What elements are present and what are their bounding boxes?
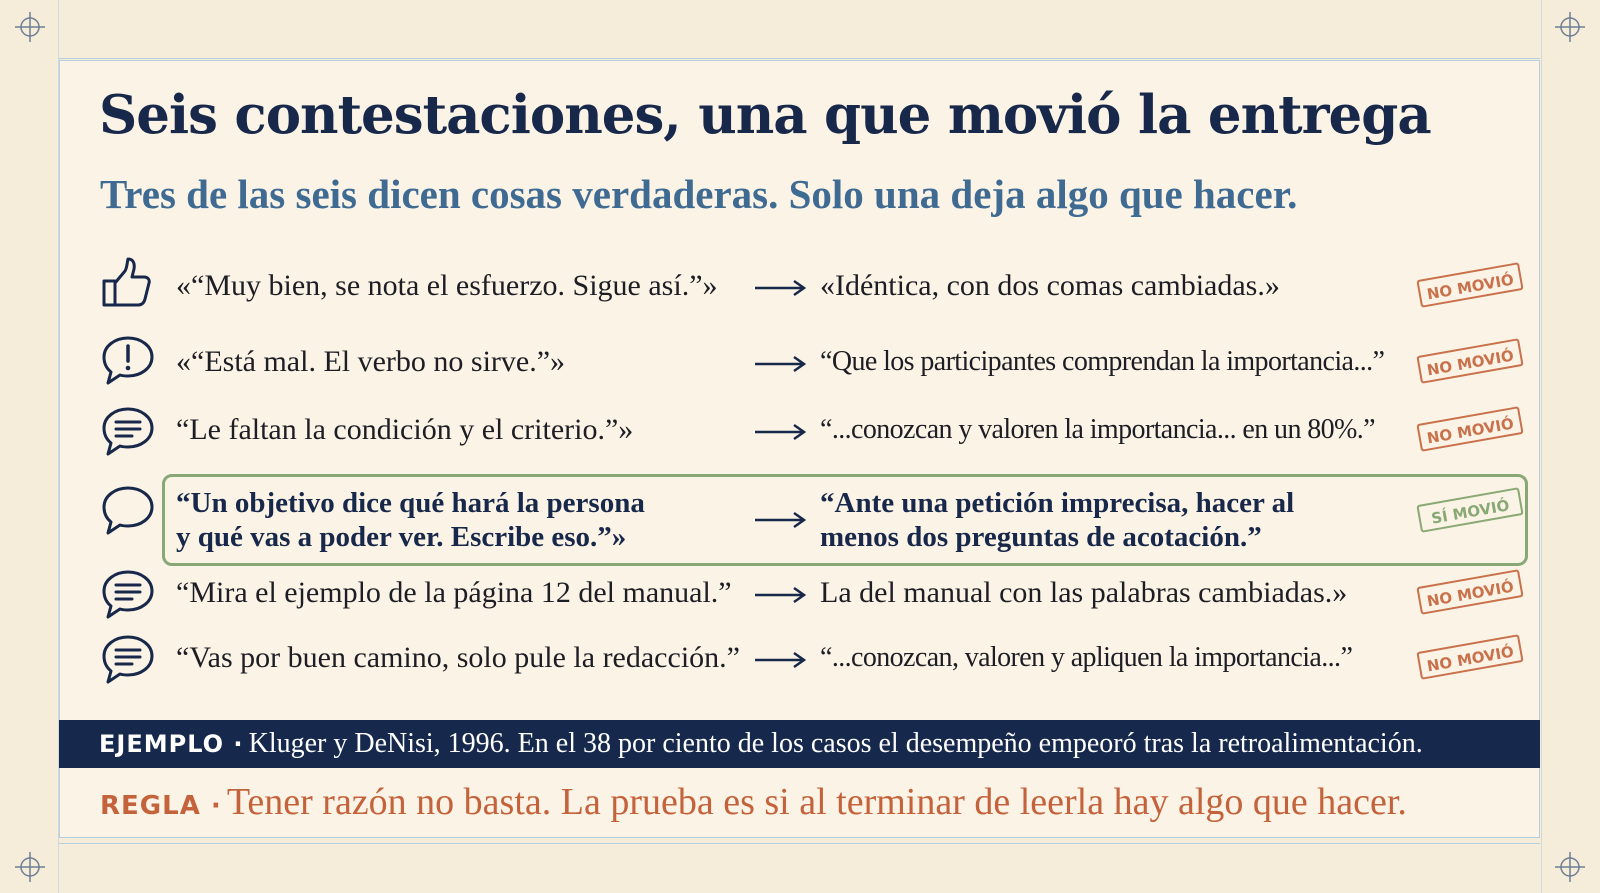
stamp-no-movio: NO MOVIÓ bbox=[1416, 406, 1523, 452]
arrow-icon bbox=[754, 651, 806, 669]
rule-label: REGLA · bbox=[100, 791, 222, 821]
example-band bbox=[59, 720, 1540, 768]
registration-mark-top-right-icon bbox=[1555, 12, 1585, 42]
registration-mark-bottom-left-icon bbox=[15, 852, 45, 882]
feedback-said: «“Está mal. El verbo no sirve.”» bbox=[176, 345, 566, 378]
arrow-icon bbox=[754, 279, 806, 297]
feedback-said: “Le faltan la condición y el criterio.”» bbox=[176, 413, 634, 446]
exclamation-bubble-icon bbox=[100, 333, 156, 389]
registration-mark-top-left-icon bbox=[15, 12, 45, 42]
page-subtitle: Tres de las seis dicen cosas verdaderas. Solo una deja algo que hacer. bbox=[100, 171, 1298, 217]
example-label: EJEMPLO · bbox=[99, 730, 244, 758]
feedback-said: “Mira el ejemplo de la página 12 del manual.” bbox=[176, 576, 732, 609]
arrow-icon bbox=[754, 511, 806, 529]
speech-lines-icon bbox=[100, 403, 156, 459]
guide-bottom bbox=[59, 843, 1540, 844]
rule-line bbox=[100, 780, 1407, 824]
stamp-no-movio: NO MOVIÓ bbox=[1416, 338, 1523, 384]
feedback-said: «“Muy bien, se nota el esfuerzo. Sigue así.”» bbox=[176, 269, 718, 302]
feedback-said-line1: “Un objetivo dice qué hará la persona bbox=[176, 487, 645, 519]
feedback-said: “Vas por buen camino, solo pule la redacción.” bbox=[176, 641, 740, 674]
arrow-icon bbox=[754, 355, 806, 373]
rule-text: Tener razón no basta. La prueba es si al terminar de leerla hay algo que hacer. bbox=[226, 781, 1407, 823]
feedback-said bbox=[176, 486, 645, 554]
speech-bubble-icon bbox=[100, 482, 156, 538]
stamp-no-movio: NO MOVIÓ bbox=[1416, 634, 1523, 680]
stamp-no-movio: NO MOVIÓ bbox=[1416, 569, 1523, 615]
thumbs-up-icon bbox=[100, 255, 156, 311]
registration-mark-bottom-right-icon bbox=[1555, 852, 1585, 882]
guide-top bbox=[59, 58, 1540, 59]
resulting-draft bbox=[820, 486, 1294, 554]
resulting-draft: “...conozcan, valoren y apliquen la importancia...” bbox=[820, 642, 1353, 673]
guide-right bbox=[1541, 0, 1542, 893]
resulting-draft-line1: “Ante una petición imprecisa, hacer al bbox=[820, 487, 1295, 519]
feedback-said-line2: y qué vas a poder ver. Escribe eso.”» bbox=[176, 521, 627, 553]
arrow-icon bbox=[754, 586, 806, 604]
page-title: Seis contestaciones, una que movió la entrega bbox=[99, 84, 1431, 146]
resulting-draft: “...conozcan y valoren la importancia... en un 80%.” bbox=[820, 414, 1376, 445]
resulting-draft-line2: menos dos preguntas de acotación.” bbox=[820, 521, 1262, 553]
resulting-draft: “Que los participantes comprendan la importancia...” bbox=[820, 346, 1385, 377]
resulting-draft: «Idéntica, con dos comas cambiadas.» bbox=[820, 269, 1280, 302]
stamp-no-movio: NO MOVIÓ bbox=[1416, 262, 1523, 308]
example-text: Kluger y DeNisi, 1996. En el 38 por ciento de los casos el desempeño empeoró tras la retroalimentación. bbox=[248, 728, 1423, 759]
speech-lines-icon bbox=[100, 566, 156, 622]
arrow-icon bbox=[754, 423, 806, 441]
resulting-draft: La del manual con las palabras cambiadas.» bbox=[820, 576, 1348, 609]
speech-lines-icon bbox=[100, 631, 156, 687]
stamp-si-movio: SÍ MOVIÓ bbox=[1416, 487, 1523, 533]
